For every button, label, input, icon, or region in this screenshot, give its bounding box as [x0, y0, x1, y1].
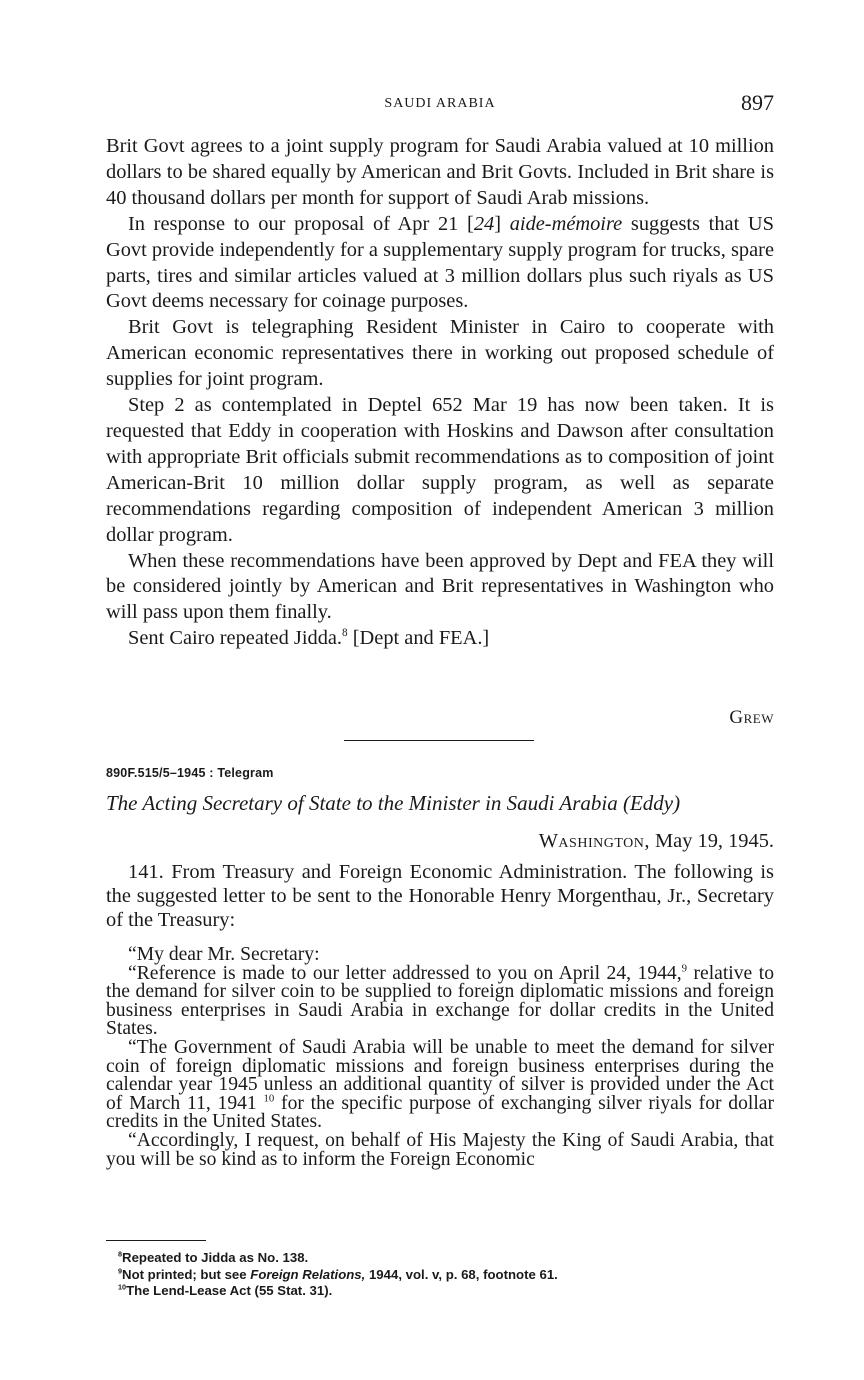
- running-head: [106, 90, 774, 118]
- dateline-date: May 19, 1945.: [649, 830, 774, 852]
- footnote-9: $^9$Not printed; but see Foreign Relations, 1944, vol. v, p. 68, footnote 61.: [118, 1266, 558, 1282]
- paragraph: When these recommendations have been approved by Dept and FEA they will be considered jointly by American and Brit representatives in Washington who will pass upon them finally.: [106, 549, 774, 624]
- footnote-ref-8: 8: [342, 627, 348, 640]
- telegram-body-continued: [106, 134, 774, 652]
- paragraph: Step 2 as contemplated in Deptel 652 Mar 19 has now been taken. It is requested that Eddy in cooperation with Hoskins and Dawson after consultation with appropriate Brit officials submit recommendations as to composition of joint American-Brit 10 million dollar supply program, as well as separate recommendations regarding composition of independent American 3 million dollar program.: [106, 394, 774, 546]
- section-divider: [344, 740, 534, 741]
- footnote-10: $^{10}$The Lend-Lease Act (55 Stat. 31).: [118, 1282, 333, 1298]
- telegram-intro: [106, 860, 774, 933]
- editorial-date: 24: [473, 212, 495, 235]
- paragraph: Sent Cairo repeated Jidda.$^8$ [Dept and FEA.]: [128, 627, 490, 650]
- paragraph: 141. From Treasury and Foreign Economic Administration. The following is the suggested letter to be sent to the Honorable Henry Morgenthau, Jr., Secretary of the Treasury:: [106, 861, 774, 932]
- dateline-place: Washington,: [538, 830, 650, 852]
- paragraph: “Accordingly, I request, on behalf of His Majesty the King of Saudi Arabia, that you will be so kind as to inform the Foreign Economic: [106, 1129, 774, 1170]
- footnote-title: Foreign Relations,: [250, 1266, 366, 1282]
- document-heading: The Acting Secretary of State to the Minister in Saudi Arabia (Eddy): [106, 791, 681, 815]
- paragraph: Brit Govt agrees to a joint supply program for Saudi Arabia valued at 10 million dollars to be shared equally by American and Brit Govts. Included in Brit share is 40 thousand dollars per month for support of Saudi Arab missions.: [106, 135, 774, 209]
- paragraph: In response to our proposal of Apr 21 [24] aide-mémoire suggests that US Govt provide independently for a supplementary supply program for trucks, spare parts, tires and similar articles valued at 3 million dollars plus such riyals as US Govt deems necessary for coinage purposes.: [106, 212, 775, 313]
- paragraph: “Reference is made to our letter addressed to you on April 24, 1944,$^9$ relative to the demand for silver coin to be supplied to foreign diplomatic missions and foreign business enterprises in Saudi Arabia in exchange for dollar credits in the United States.: [106, 962, 774, 1040]
- footnote-rule: [106, 1240, 206, 1241]
- quoted-letter: [106, 946, 774, 1169]
- term-aide-memoire: aide-mémoire: [509, 212, 623, 235]
- page-number: 897: [741, 90, 774, 115]
- footnotes: [106, 1250, 774, 1300]
- signature-grew: Grew: [729, 707, 774, 728]
- footnote-ref-10: 10: [263, 1092, 275, 1105]
- footnote-8: $^8$Repeated to Jidda as No. 138.: [118, 1249, 309, 1265]
- paragraph: Brit Govt is telegraphing Resident Minister in Cairo to cooperate with American economic representatives there in working out proposed schedule of supplies for joint program.: [106, 316, 774, 391]
- running-title: SAUDI ARABIA: [384, 96, 496, 111]
- paragraph: “The Government of Saudi Arabia will be unable to meet the demand for silver coin of foreign diplomatic missions and foreign business enterprises during the calendar year 1945 unless an additional quantity of silver is provided under the Act of March 11, 1941 $^{10}$ for the specific purpose of exchanging silver riyals for dollar credits in the United States.: [106, 1036, 774, 1133]
- salutation: “My dear Mr. Secretary:: [128, 944, 320, 965]
- dateline: [539, 830, 774, 853]
- file-number: 890F.515/5–1945 : Telegram: [106, 766, 274, 780]
- footnote-ref-9: 9: [681, 962, 687, 975]
